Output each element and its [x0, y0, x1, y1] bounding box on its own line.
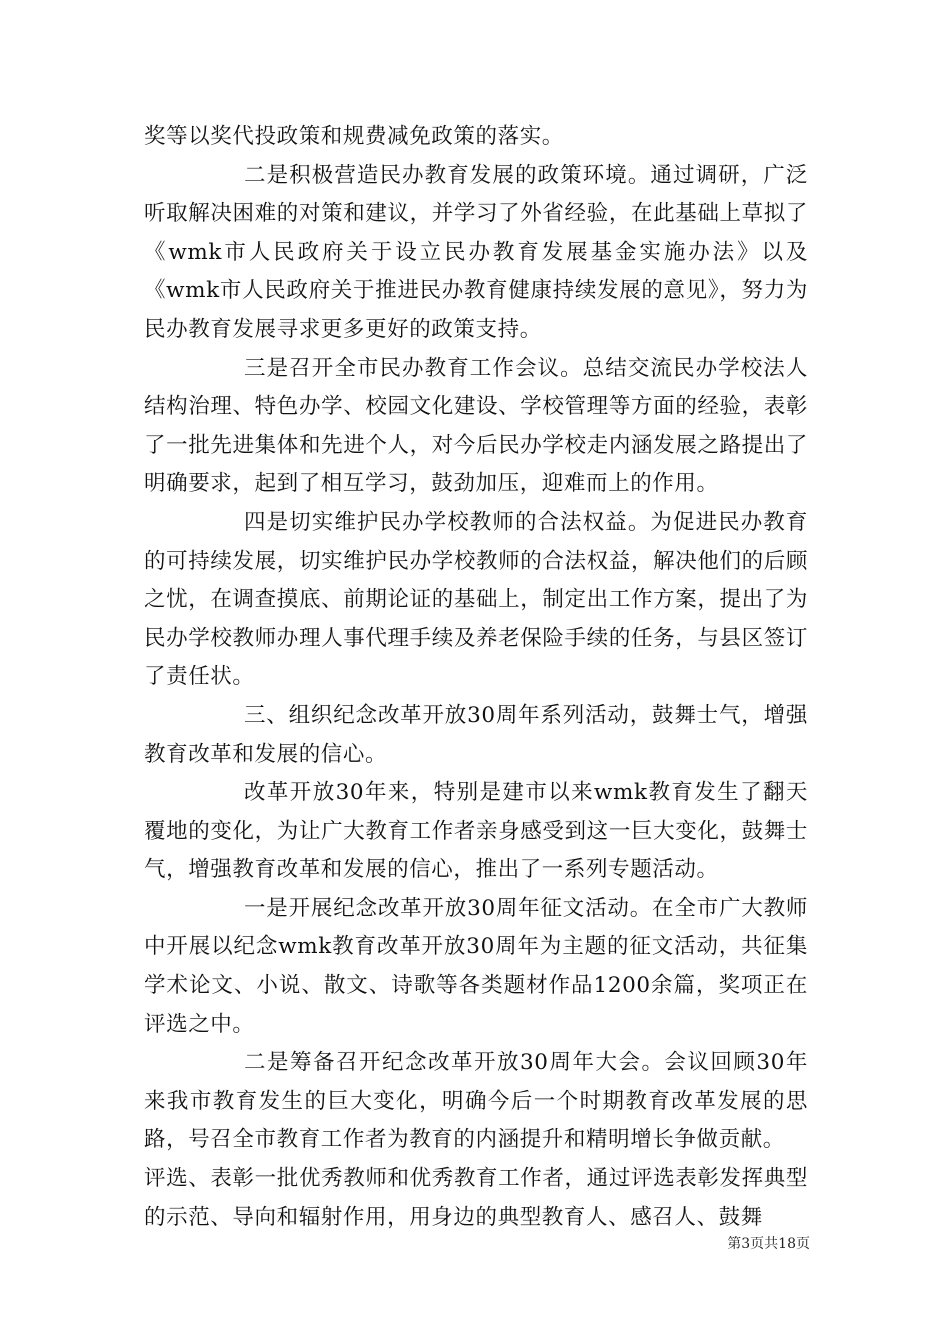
page-number: 第3页共18页 [727, 1236, 810, 1252]
paragraph-6: 一是开展纪念改革开放30周年征文活动。在全市广大教师中开展以纪念wmk教育改革开放30周年为主题的征文活动，共征集学术论文、小说、散文、诗歌等各类题材作品1200余篇，奖项正在评选之中。 [144, 895, 808, 1037]
section-heading-3: 三、组织纪念改革开放30周年系列活动，鼓舞士气，增强教育改革和发展的信心。 [144, 702, 808, 767]
paragraph-4: 四是切实维护民办学校教师的合法权益。为促进民办教育的可持续发展，切实维护民办学校教师的合法权益，解决他们的后顾之忧，在调查摸底、前期论证的基础上，制定出工作方案，提出了为民办学校教师办理人事代理手续及养老保险手续的任务，与县区签订了责任状。 [144, 509, 808, 690]
paragraph-7: 二是筹备召开纪念改革开放30周年大会。会议回顾30年来我市教育发生的巨大变化，明确今后一个时期教育改革发展的思路，号召全市教育工作者为教育的内涵提升和精明增长争做贡献。 [144, 1050, 808, 1153]
paragraph-1: 奖等以奖代投政策和规费减免政策的落实。 [144, 124, 564, 149]
paragraph-2: 二是积极营造民办教育发展的政策环境。通过调研，广泛听取解决困难的对策和建议，并学习了外省经验，在此基础上草拟了《wmk市人民政府关于设立民办教育发展基金实施办法》以及《wmk市人民政府关于推进民办教育健康持续发展的意见》，努力为民办教育发展寻求更多更好的政策支持。 [144, 162, 808, 342]
paragraph-3: 三是召开全市民办教育工作会议。总结交流民办学校法人结构治理、特色办学、校园文化建设、学校管理等方面的经验，表彰了一批先进集体和先进个人，对今后民办学校走内涵发展之路提出了明确要求，起到了相互学习，鼓劲加压，迎难而上的作用。 [144, 355, 808, 497]
paragraph-8: 评选、表彰一批优秀教师和优秀教育工作者，通过评选表彰发挥典型的示范、导向和辐射作用，用身边的典型教育人、感召人、鼓舞 [144, 1166, 808, 1230]
document-body [144, 118, 808, 1237]
paragraph-5: 改革开放30年来，特别是建市以来wmk教育发生了翻天覆地的变化，为让广大教育工作者亲身感受到这一巨大变化，鼓舞士气，增强教育改革和发展的信心，推出了一系列专题活动。 [144, 780, 808, 883]
